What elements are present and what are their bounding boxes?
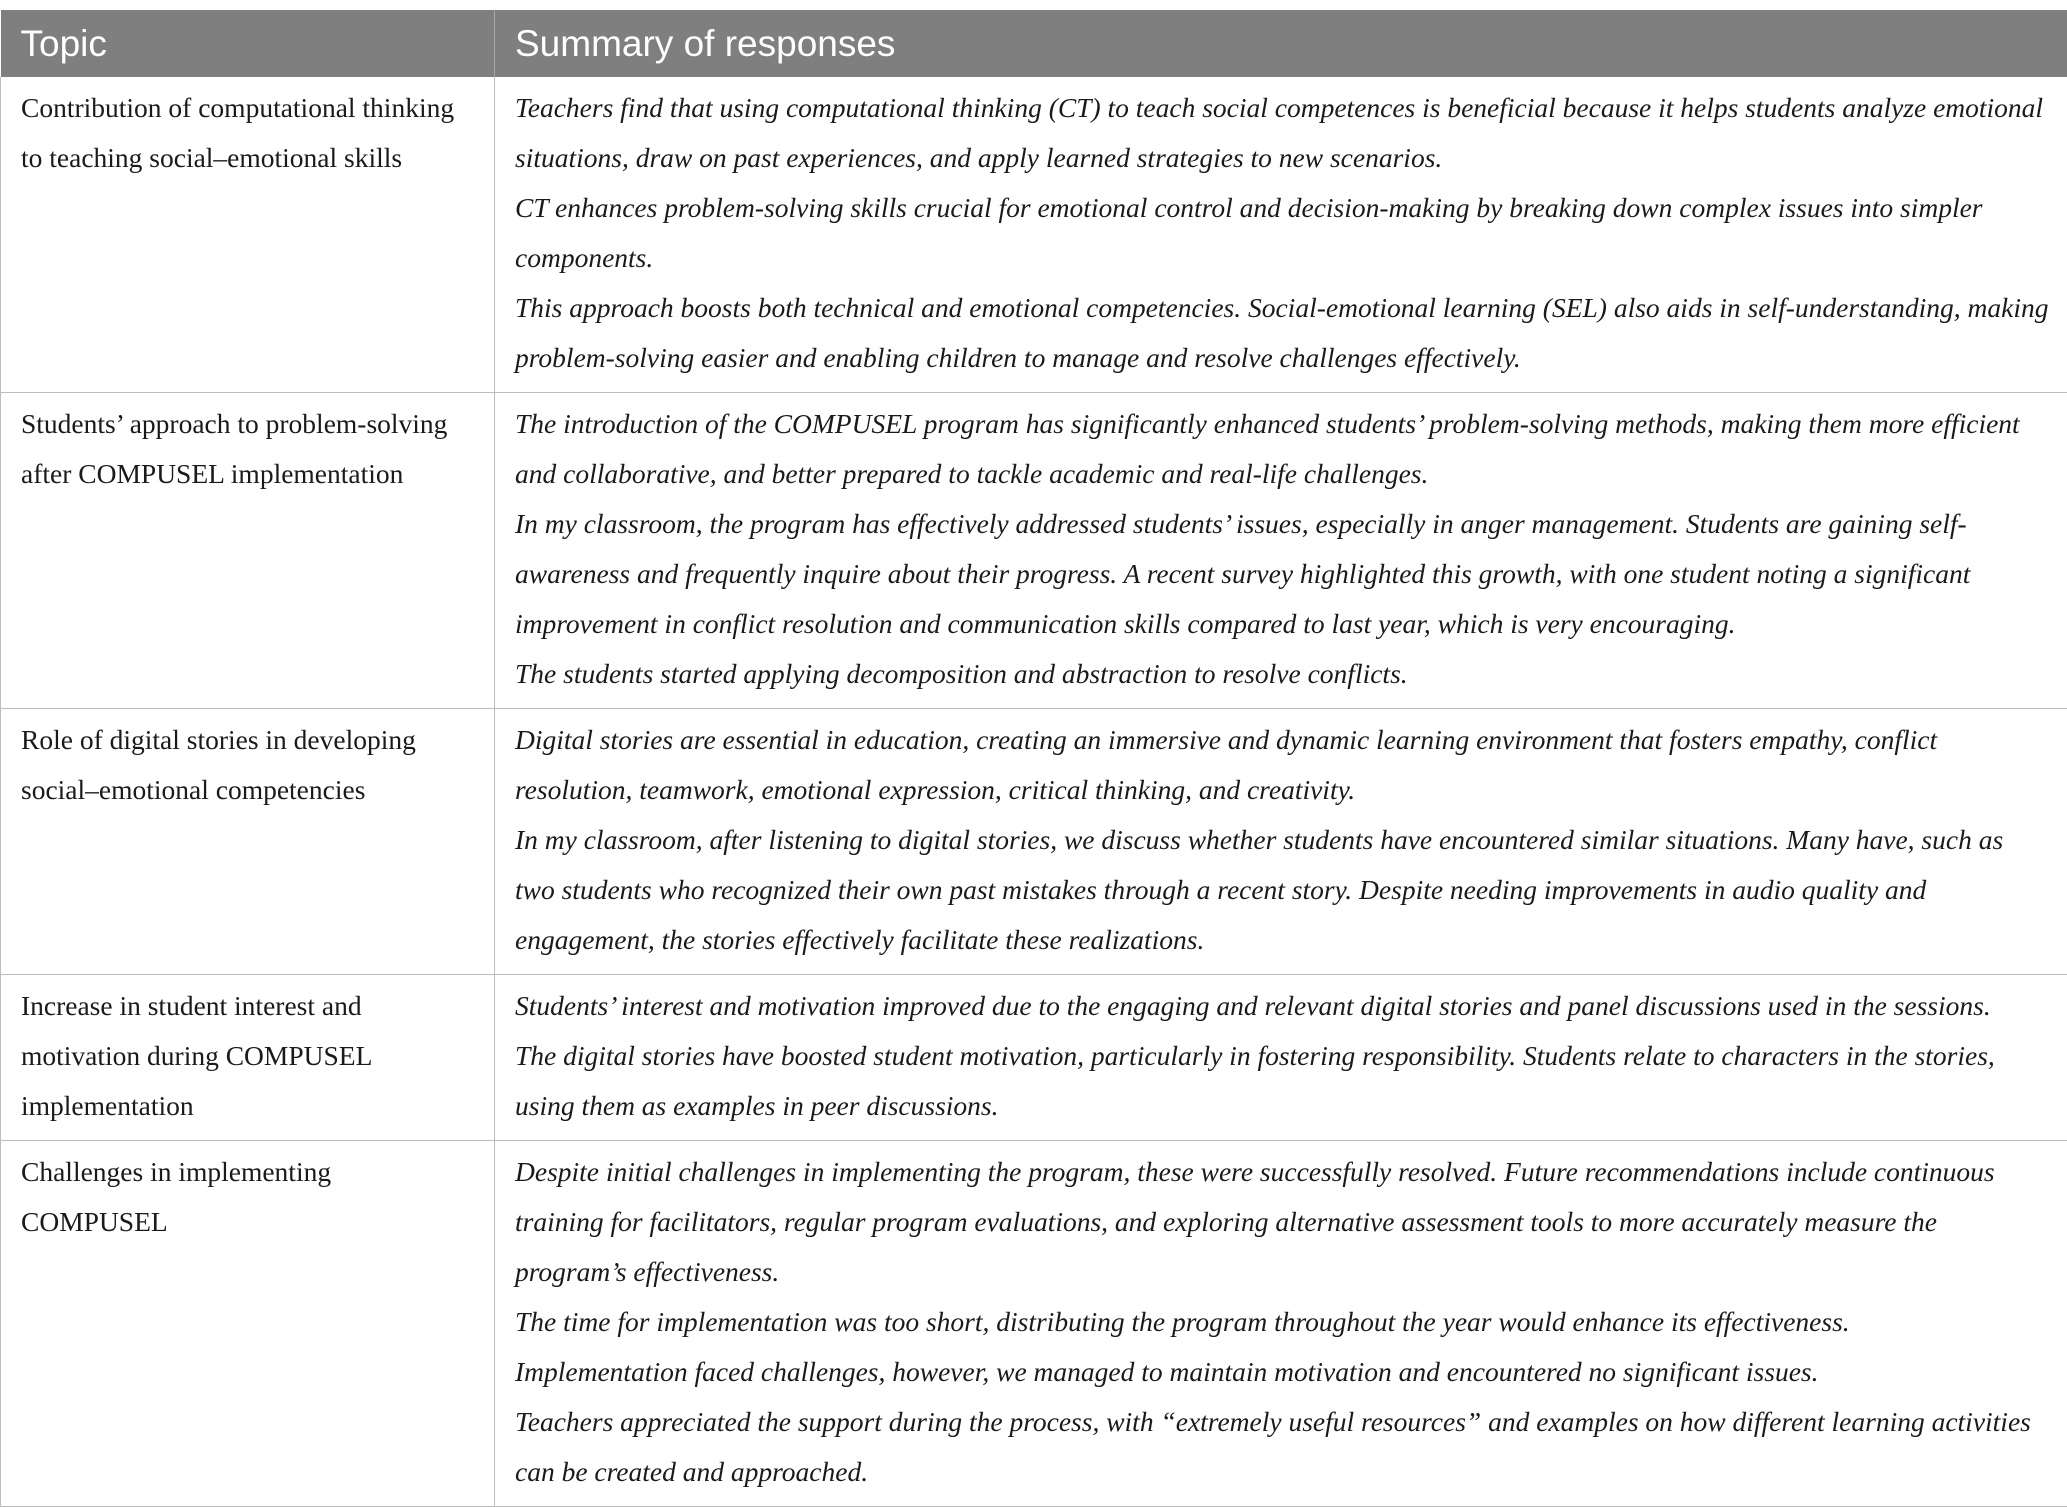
topic-cell: Students’ approach to problem-solving after COMPUSEL implementation	[1, 393, 495, 709]
response-text: In my classroom, the program has effectively addressed students’ issues, especially in anger management. Students are gaining self-awareness and frequently inquire about their progress. A recent survey highlighted this growth, with one student noting a significant improvement in conflict resolution and communication skills compared to last year, which is very encouraging.	[515, 499, 2049, 649]
response-text: The digital stories have boosted student motivation, particularly in fostering responsibility. Students relate to characters in the stories, using them as examples in peer discussions.	[515, 1031, 2049, 1131]
response-text: Teachers find that using computational thinking (CT) to teach social competences is beneficial because it helps students analyze emotional situations, draw on past experiences, and apply learned strategies to new scenarios.	[515, 83, 2049, 183]
response-text: The introduction of the COMPUSEL program has significantly enhanced students’ problem-solving methods, making them more efficient and collaborative, and better prepared to tackle academic and real-life challenges.	[515, 399, 2049, 499]
summary-cell	[495, 77, 2067, 393]
response-text: This approach boosts both technical and emotional competencies. Social-emotional learning (SEL) also aids in self-understanding, making problem-solving easier and enabling children to manage and resolve challenges effectively.	[515, 283, 2049, 383]
topic-cell: Contribution of computational thinking to teaching social–emotional skills	[1, 77, 495, 393]
table-row	[1, 709, 2067, 975]
table-row	[1, 1141, 2067, 1507]
table-row	[1, 393, 2067, 709]
table-header-row	[1, 10, 2067, 77]
responses-table	[0, 10, 2067, 1507]
response-text: Students’ interest and motivation improved due to the engaging and relevant digital stories and panel discussions used in the sessions.	[515, 981, 2049, 1031]
header-summary: Summary of responses	[495, 10, 2067, 77]
response-text: Despite initial challenges in implementing the program, these were successfully resolved. Future recommendations include continuous training for facilitators, regular program evaluations, and exploring alternative assessment tools to more accurately measure the program’s effectiveness.	[515, 1147, 2049, 1297]
table-row	[1, 975, 2067, 1141]
response-text: Implementation faced challenges, however, we managed to maintain motivation and encountered no significant issues.	[515, 1347, 2049, 1397]
response-text: In my classroom, after listening to digital stories, we discuss whether students have encountered similar situations. Many have, such as two students who recognized their own past mistakes through a recent story. Despite needing improvements in audio quality and engagement, the stories effectively facilitate these realizations.	[515, 815, 2049, 965]
summary-cell	[495, 975, 2067, 1141]
response-text: CT enhances problem-solving skills crucial for emotional control and decision-making by breaking down complex issues into simpler components.	[515, 183, 2049, 283]
topic-cell: Increase in student interest and motivation during COMPUSEL implementation	[1, 975, 495, 1141]
response-text: The students started applying decomposition and abstraction to resolve conflicts.	[515, 649, 2049, 699]
response-text: The time for implementation was too short, distributing the program throughout the year would enhance its effectiveness.	[515, 1297, 2049, 1347]
summary-cell	[495, 709, 2067, 975]
summary-cell	[495, 393, 2067, 709]
table-row	[1, 77, 2067, 393]
topic-cell: Challenges in implementing COMPUSEL	[1, 1141, 495, 1507]
header-topic: Topic	[1, 10, 495, 77]
topic-cell: Role of digital stories in developing social–emotional competencies	[1, 709, 495, 975]
summary-cell	[495, 1141, 2067, 1507]
response-text: Teachers appreciated the support during the process, with “extremely useful resources” and examples on how different learning activities can be created and approached.	[515, 1397, 2049, 1497]
response-text: Digital stories are essential in education, creating an immersive and dynamic learning environment that fosters empathy, conflict resolution, teamwork, emotional expression, critical thinking, and creativity.	[515, 715, 2049, 815]
responses-table-container	[0, 10, 2067, 1507]
